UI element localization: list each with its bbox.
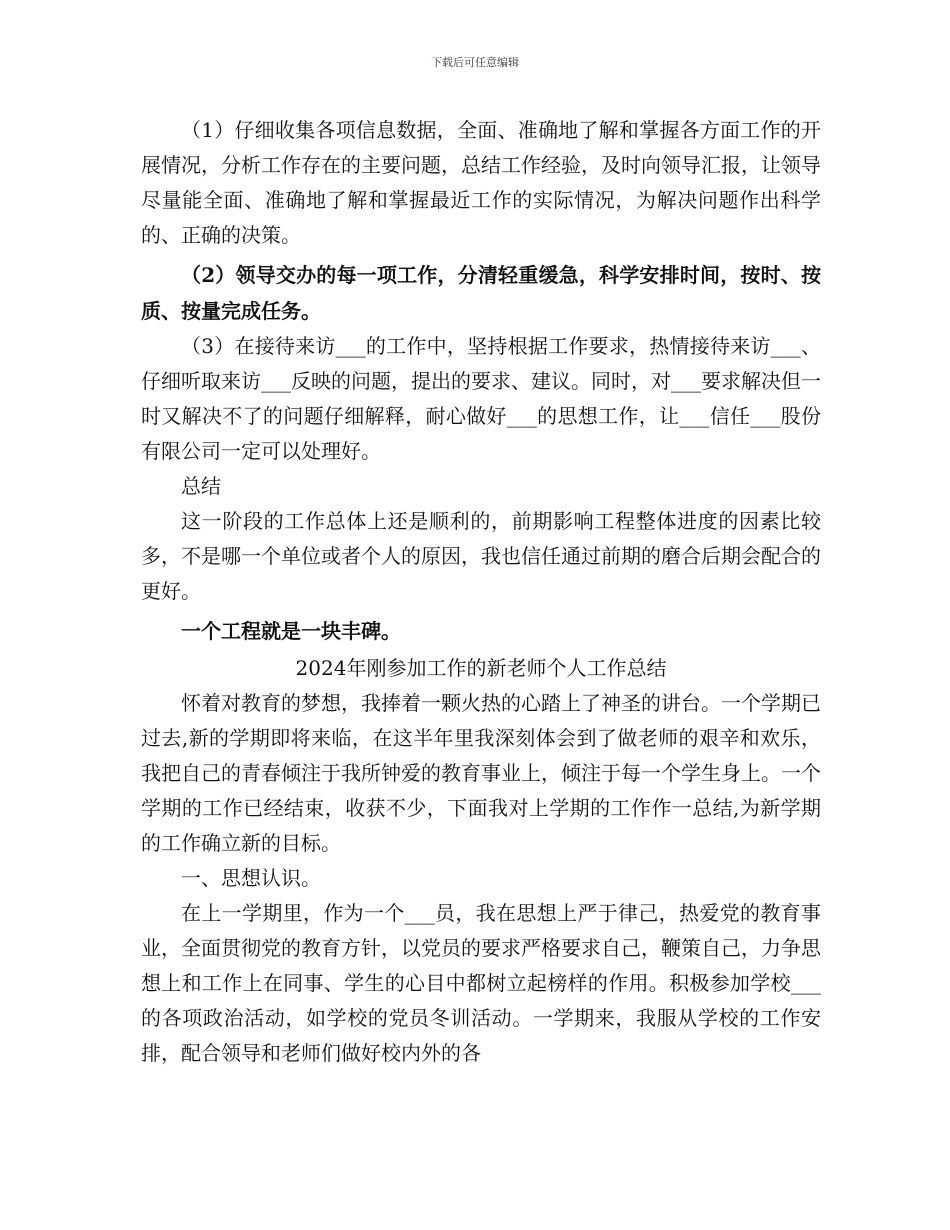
paragraph-intro: 怀着对教育的梦想，我捧着一颗火热的心踏上了神圣的讲台。一个学期已过去,新的学期即将来临，在这半年里我深刻体会到了做老师的艰辛和欢乐，我把自己的青春倾注于我所钟爱的教育事业上，倾注于每一个学生身上。一个学期的工作已经结束，收获不少，下面我对上学期的工作作一总结,为新学期的工作确立新的目标。: [141, 691, 821, 855]
paragraph-summary: 这一阶段的工作总体上还是顺利的，前期影响工程整体进度的因素比较多，不是哪一个单位或者个人的原因，我也信任通过前期的磨合后期会配合的更好。: [141, 509, 821, 603]
paragraph-project-monument: 一个工程就是一块丰碑。: [181, 619, 401, 643]
page-header: 下载后可任意编辑: [431, 56, 519, 69]
paragraph-3: （3）在接待来访___的工作中，坚持根据工作要求，热情接待来访___、仔细听取来访___反映的问题，提出的要求、建议。同时，对___要求解决但一时又解决不了的问题仔细解释，耐心做好___的思想工作，让___信任___股份有限公司一定可以处理好。: [141, 334, 821, 463]
summary-heading: 总结: [181, 474, 221, 498]
section-title: 2024年刚参加工作的新老师个人工作总结: [295, 656, 667, 680]
subheading-thought: 一、思想认识。: [181, 866, 321, 890]
document-body: [141, 113, 821, 1071]
paragraph-1: （1）仔细收集各项信息数据，全面、准确地了解和掌握各方面工作的开展情况，分析工作存在的主要问题，总结工作经验，及时向领导汇报，让领导尽量能全面、准确地了解和掌握最近工作的实际情况，为解决问题作出科学的、正确的决策。: [141, 118, 821, 247]
paragraph-2-bold: （2）领导交办的每一项工作，分清轻重缓急，科学安排时间，按时、按质、按量完成任务。: [141, 263, 821, 323]
paragraph-thought: 在上一学期里，作为一个___员，我在思想上严于律己，热爱党的教育事业，全面贯彻党的教育方针，以党员的要求严格要求自己，鞭策自己，力争思想上和工作上在同事、学生的心目中都树立起榜样的作用。积极参加学校___的各项政治活动，如学校的党员冬训活动。一学期来，我服从学校的工作安排，配合领导和老师们做好校内外的各: [141, 901, 821, 1065]
